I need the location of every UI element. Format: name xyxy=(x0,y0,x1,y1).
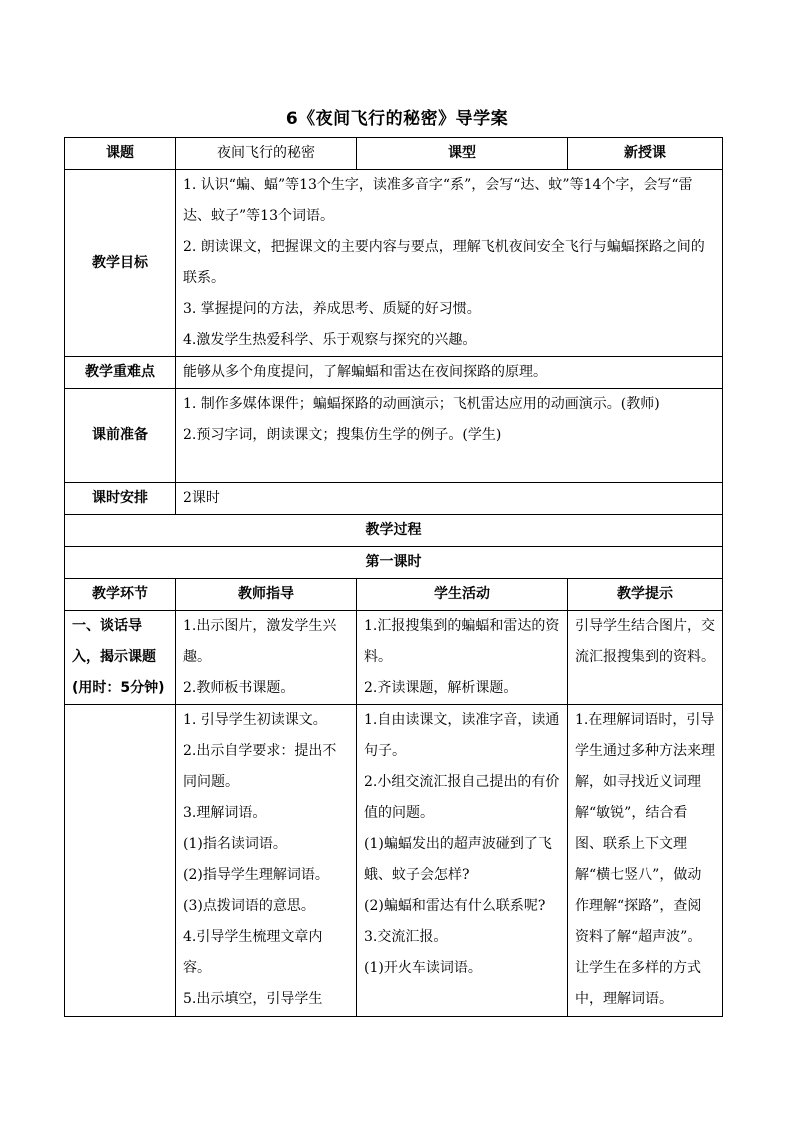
topic-value: 夜间飞行的秘密 xyxy=(176,138,357,170)
student-cell xyxy=(357,705,568,1017)
teacher-item: 5.出示填空，引导学生 xyxy=(183,991,323,1007)
tips-item: 1.在理解词语时，引导学生通过多种方法来理解，如寻找近义词理解“敏锐”，结合看图、联系上下文理解“横七竖八”，做动作理解“探路”，查阅资料了解“超声波”。让学生在多样的方式中，理解词语。 xyxy=(575,712,715,1007)
preparation-item: 2.预习字词，朗读课文；搜集仿生学的例子。(学生) xyxy=(183,427,502,443)
lesson-title: 第一课时 xyxy=(65,547,723,579)
key-points-value: 能够从多个角度提问，了解蝙蝠和雷达在夜间探路的原理。 xyxy=(176,357,723,389)
lesson-title-row xyxy=(65,547,723,579)
page-title: 6《夜间飞行的秘密》导学案 xyxy=(285,109,509,129)
key-points-row xyxy=(65,357,723,389)
process-title-row xyxy=(65,515,723,547)
goal-item: 1. 认识“蝙、蝠”等13个生字，读准多音字“系”，会写“达、蚊”等14个字，会写“雷达、蚊子”等13个词语。 xyxy=(183,177,693,224)
teacher-cell xyxy=(176,705,357,1017)
goal-item: 2. 朗读课文，把握课文的主要内容与要点，理解飞机夜间安全飞行与蝙蝠探路之间的联系。 xyxy=(183,239,705,286)
student-item: 3.交流汇报。 xyxy=(364,929,448,945)
table-row xyxy=(65,611,723,705)
student-item: (1)蝙蝠发出的超声波碰到了飞蛾、蚊子会怎样? xyxy=(364,836,552,883)
preparation-label: 课前准备 xyxy=(65,389,176,483)
student-item: 1.汇报搜集到的蝙蝠和雷达的资料。 xyxy=(364,618,560,665)
preparation-item: 1. 制作多媒体课件；蝙蝠探路的动画演示；飞机雷达应用的动画演示。(教师) xyxy=(183,396,660,412)
teacher-item: (1)指名读词语。 xyxy=(183,836,287,852)
process-title: 教学过程 xyxy=(65,515,723,547)
type-value: 新授课 xyxy=(568,138,723,170)
teacher-item: (3)点拨词语的意思。 xyxy=(183,898,315,914)
stage-label: 一、谈话导入，揭示课题(用时：5分钟) xyxy=(72,618,165,696)
stage-cell xyxy=(65,705,176,1017)
column-header: 教学提示 xyxy=(568,579,723,611)
student-item: (1)开火车读词语。 xyxy=(364,960,482,976)
key-points-label: 教学重难点 xyxy=(65,357,176,389)
goals-label: 教学目标 xyxy=(65,170,176,357)
goals-row xyxy=(65,170,723,357)
schedule-label: 课时安排 xyxy=(65,483,176,515)
tips-cell xyxy=(568,705,723,1017)
student-item: (2)蝙蝠和雷达有什么联系呢? xyxy=(364,898,546,914)
goals-content xyxy=(176,170,723,357)
teacher-item: 4.引导学生梳理文章内容。 xyxy=(183,929,323,976)
preparation-row xyxy=(65,389,723,483)
student-item: 1.自由读课文，读准字音，读通句子。 xyxy=(364,712,560,759)
tips-item: 引导学生结合图片，交流汇报搜集到的资料。 xyxy=(575,618,715,665)
stage-cell xyxy=(65,611,176,705)
student-cell xyxy=(357,611,568,705)
teacher-item: (2)指导学生理解词语。 xyxy=(183,867,329,883)
topic-label: 课题 xyxy=(65,138,176,170)
student-item: 2.小组交流汇报自己提出的有价值的问题。 xyxy=(364,774,560,821)
teacher-item: 3.理解词语。 xyxy=(183,805,267,821)
type-label: 课型 xyxy=(357,138,568,170)
student-item: 2.齐读课题，解析课题。 xyxy=(364,680,518,696)
table-row xyxy=(65,705,723,1017)
teacher-cell xyxy=(176,611,357,705)
tips-cell xyxy=(568,611,723,705)
teacher-item: 1. 引导学生初读课文。 xyxy=(183,712,327,728)
column-header-row xyxy=(65,579,723,611)
schedule-row xyxy=(65,483,723,515)
schedule-value: 2课时 xyxy=(176,483,723,515)
goal-item: 3. 掌握提问的方法，养成思考、质疑的好习惯。 xyxy=(183,301,481,317)
preparation-content xyxy=(176,389,723,483)
teacher-item: 2.出示自学要求：提出不同问题。 xyxy=(183,743,337,790)
column-header: 教学环节 xyxy=(65,579,176,611)
column-header: 教师指导 xyxy=(176,579,357,611)
column-header: 学生活动 xyxy=(357,579,568,611)
teacher-item: 1.出示图片，激发学生兴趣。 xyxy=(183,618,337,665)
header-row xyxy=(65,138,723,170)
teacher-item: 2.教师板书课题。 xyxy=(183,680,295,696)
lesson-plan-table xyxy=(64,137,723,1017)
goal-item: 4.激发学生热爱科学、乐于观察与探究的兴趣。 xyxy=(183,332,477,348)
